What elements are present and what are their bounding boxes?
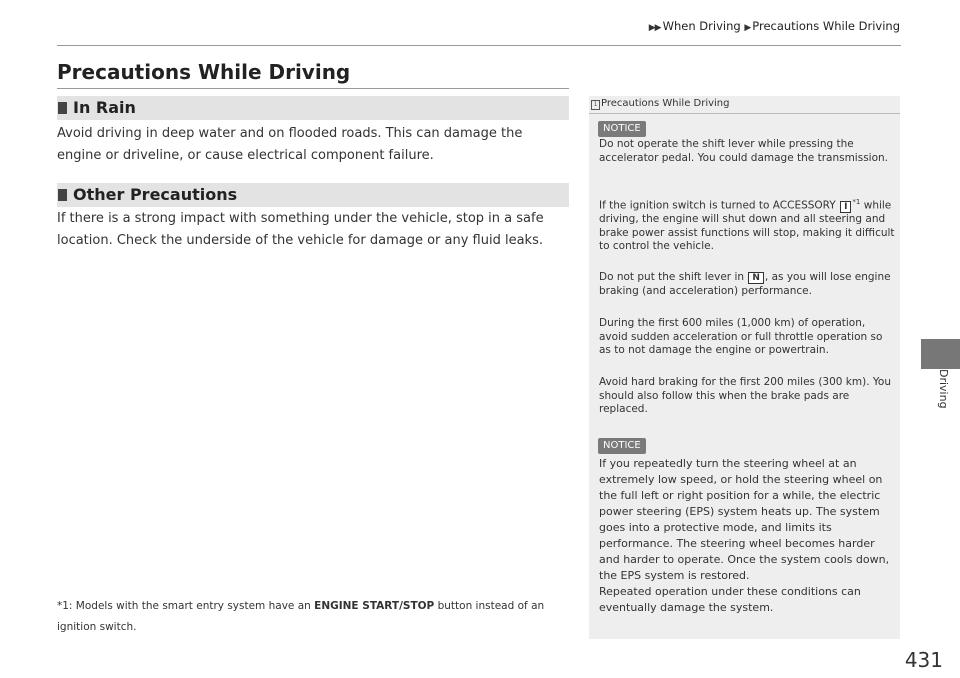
page-title: Precautions While Driving: [57, 60, 351, 84]
notice-badge: NOTICE: [598, 438, 646, 454]
chapter-tab[interactable]: [921, 339, 960, 369]
sidebar-title: Precautions While Driving: [601, 98, 730, 109]
section-heading-text: Other Precautions: [73, 185, 238, 204]
square-bullet-icon: [58, 189, 67, 201]
sidebar-header: [589, 96, 900, 114]
section-heading-other: [57, 183, 569, 207]
neutral-text-after: , as you will lose engine braking (and acceleration) performance.: [599, 271, 891, 297]
note-reference-icon: 1: [591, 100, 600, 110]
chapter-label: Driving: [937, 369, 950, 409]
key-neutral-icon: N: [748, 272, 764, 284]
footnote: [57, 596, 569, 638]
footnote-suffix: button instead of an ignition switch.: [57, 600, 545, 633]
breadcrumb-arrow-icon: ▶▶: [648, 23, 661, 33]
braking-paragraph: Avoid hard braking for the first 200 miles (300 km). You should also follow this when the brake pads are replaced.: [599, 376, 891, 415]
footnote-ref: *1: [852, 198, 861, 206]
break-in-paragraph: During the first 600 miles (1,000 km) of operation, avoid sudden acceleration or full throttle operation so as to not damage the engine or powertrain.: [599, 317, 883, 356]
section-heading-rain: [57, 96, 569, 120]
accessory-text-before: If the ignition switch is turned to ACCESSORY: [599, 199, 836, 212]
section-heading-text: In Rain: [73, 98, 136, 117]
divider: [57, 45, 901, 46]
sidebar-notes: [589, 96, 900, 639]
accessory-text-after: while driving, the engine will shut down and all steering and brake power assist functions will stop, making it difficult to control the vehicle.: [599, 199, 895, 252]
neutral-text-before: Do not put the shift lever in: [599, 271, 745, 283]
divider: [57, 88, 569, 89]
footnote-prefix: *1: Models with the smart entry system have an: [57, 600, 315, 612]
rain-paragraph: Avoid driving in deep water and on flooded roads. This can damage the engine or driveline, or cause electrical component failure.: [57, 126, 523, 163]
key-accessory-icon: I: [840, 201, 851, 213]
notice-badge: NOTICE: [598, 121, 646, 137]
breadcrumb: [649, 19, 900, 33]
other-paragraph: If there is a strong impact with something under the vehicle, stop in a safe location. Check the underside of the vehicle for damage or any fluid leaks.: [57, 211, 544, 248]
accessory-paragraph: [599, 196, 895, 254]
square-bullet-icon: [58, 102, 67, 114]
neutral-paragraph: [599, 271, 895, 298]
footnote-bold: ENGINE START/STOP: [314, 600, 435, 612]
notice-text: Do not operate the shift lever while pressing the accelerator pedal. You could damage the transmission.: [599, 138, 888, 164]
eps-notice-text: If you repeatedly turn the steering wheel at an extremely low speed, or hold the steering wheel on the full left or right position for a while, the electric power steering (EPS) system heats up. The system goes into a protective mode, and limits its performance. The steering wheel becomes harder and harder to operate. Once the system cools down, the EPS system is restored.: [599, 457, 890, 582]
breadcrumb-item[interactable]: Precautions While Driving: [752, 19, 900, 33]
eps-damage-text: Repeated operation under these conditions can eventually damage the system.: [599, 585, 861, 614]
page-number: 431: [904, 648, 943, 672]
breadcrumb-arrow-icon: ▶: [744, 23, 751, 33]
breadcrumb-item[interactable]: When Driving: [662, 19, 741, 33]
